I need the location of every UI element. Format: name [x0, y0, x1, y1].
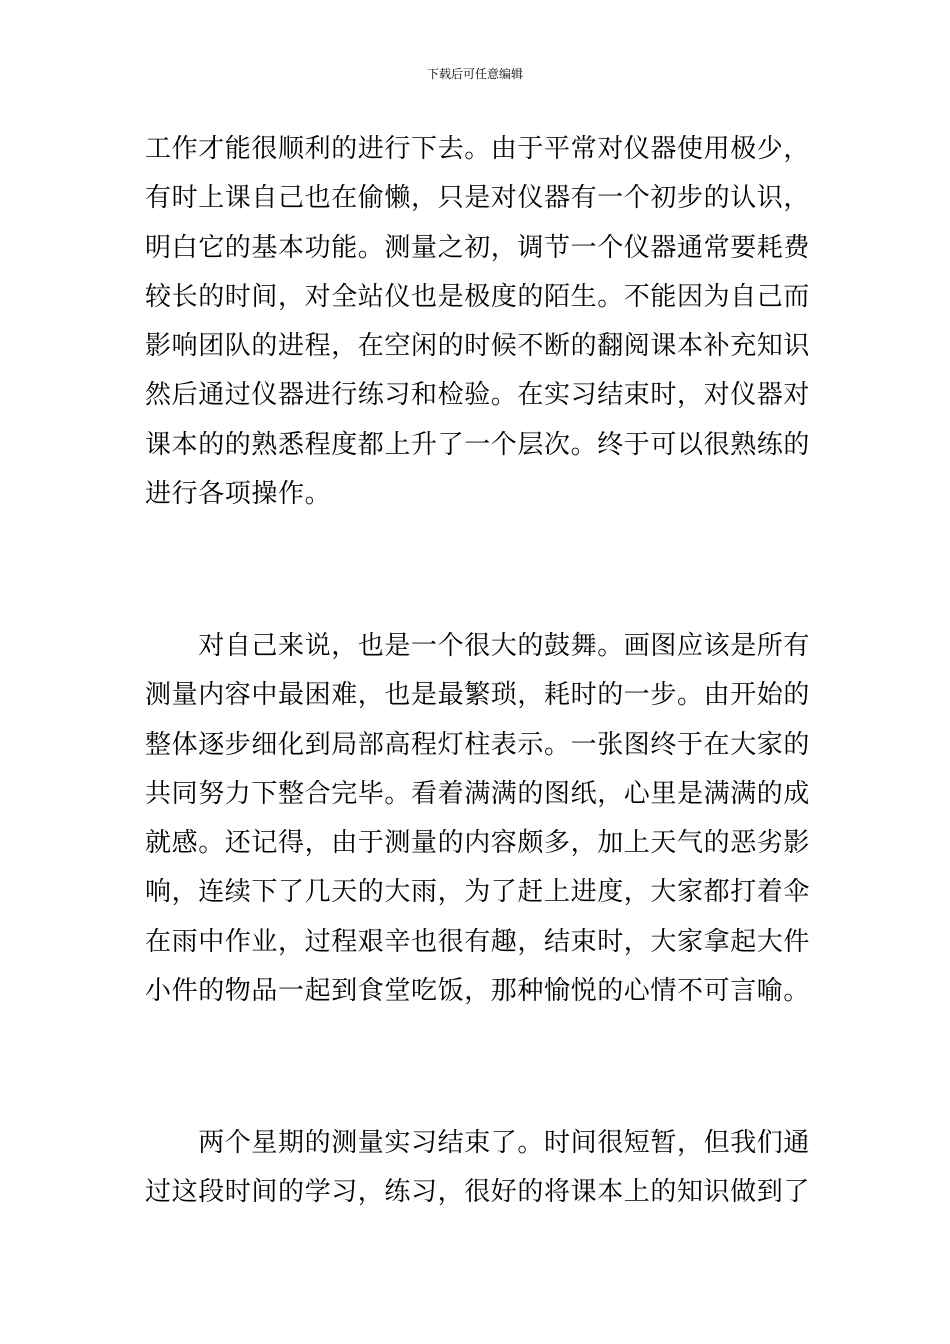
paragraph-1 [145, 125, 815, 519]
text-line: 然后通过仪器进行练习和检验。在实习结束时，对仪器对 [145, 380, 811, 411]
text-line: 整体逐步细化到局部高程灯柱表示。一张图终于在大家的 [145, 729, 811, 760]
text-line: 过这段时间的学习，练习，很好的将课本上的知识做到了 [145, 1177, 811, 1208]
text-line: 工作才能很顺利的进行下去。由于平常对仪器使用极少， [145, 134, 811, 164]
text-line: 有时上课自己也在偷懒，只是对仪器有一个初步的认识， [145, 183, 811, 214]
text-line: 影响团队的进程，在空闲的时候不断的翻阅课本补充知识 [145, 331, 811, 362]
text-line: 就感。还记得，由于测量的内容颇多，加上天气的恶劣影 [145, 828, 811, 859]
text-line: 响，连续下了几天的大雨，为了赶上进度，大家都打着伞 [145, 877, 811, 908]
text-line: 在雨中作业，过程艰辛也很有趣，结束时，大家拿起大件 [145, 926, 811, 957]
text-line: 小件的物品一起到食堂吃饭，那种愉悦的心情不可言喻。 [145, 976, 811, 1007]
text-line: 较长的时间，对全站仪也是极度的陌生。不能因为自己而 [145, 281, 811, 312]
text-line: 测量内容中最困难，也是最繁琐，耗时的一步。由开始的 [145, 680, 811, 711]
text-line: 明白它的基本功能。测量之初，调节一个仪器通常要耗费 [145, 232, 811, 263]
text-line: 进行各项操作。 [145, 479, 332, 510]
page-header: 下载后可任意编辑 [426, 67, 523, 81]
text-line: 对自己来说，也是一个很大的鼓舞。画图应该是所有 [145, 631, 811, 661]
text-line: 共同努力下整合完毕。看着满满的图纸，心里是满满的成 [145, 778, 811, 809]
paragraph-3 [145, 1119, 815, 1218]
paragraph-2 [145, 622, 815, 1016]
text-line: 课本的的熟悉程度都上升了一个层次。终于可以很熟练的 [145, 429, 811, 460]
text-line: 两个星期的测量实习结束了。时间很短暂，但我们通 [145, 1128, 811, 1158]
